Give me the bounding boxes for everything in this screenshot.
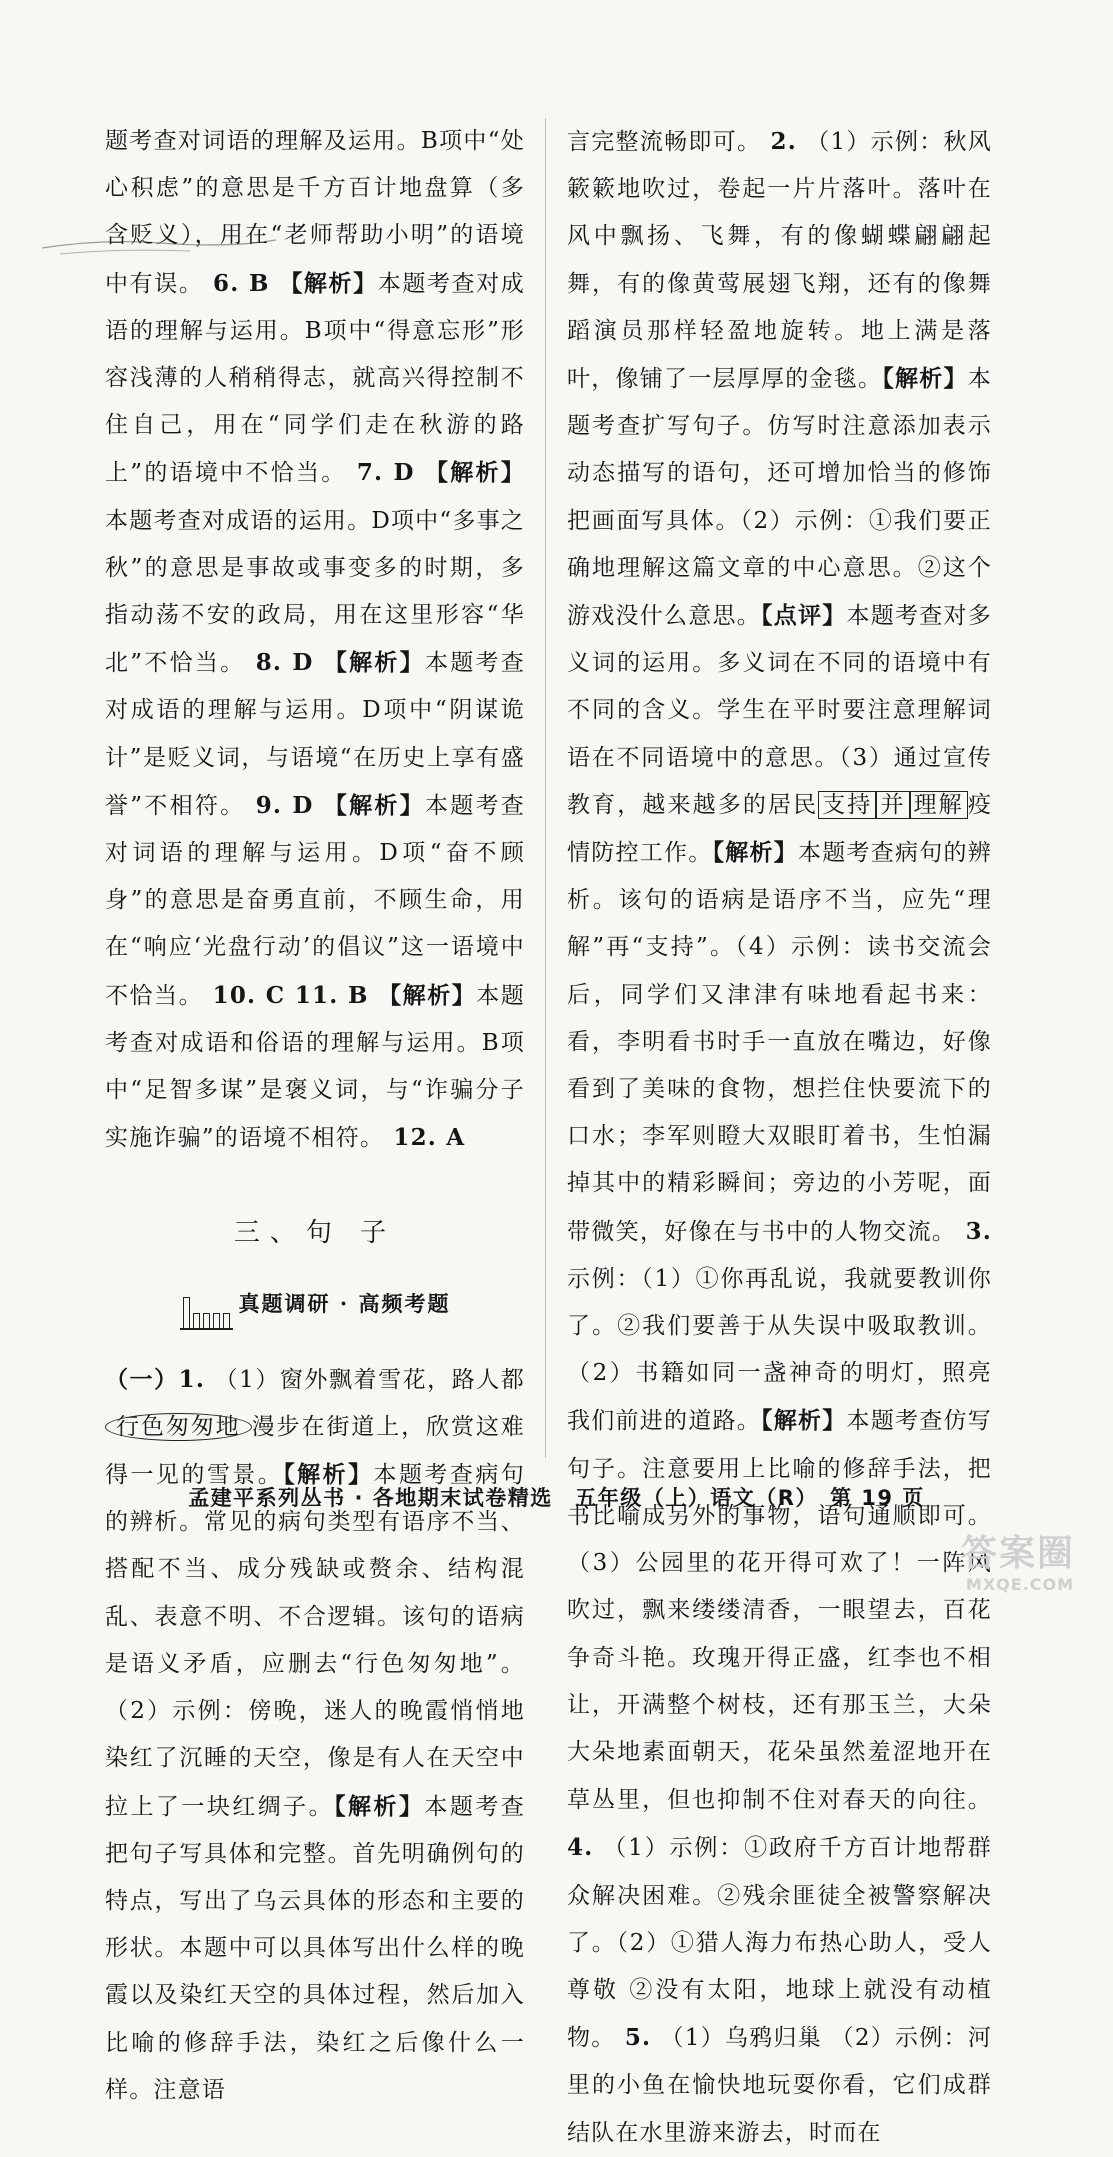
answer-text: 本题考查对成语的理解与运用。B项中“得意忘形”形容浅薄的人稍稍得志，就高兴得控制不住自己，用在“同学们走在秋游的路上”的语境中不恰当。 (105, 270, 525, 487)
answer-text: 本题考查仿写句子。注意要用上比喻的修辞手法，把书比喻成另外的事物，语句通顺即可。（3）公园里的花开得可欢了！一阵风吹过，飘来缕缕清香，一眼望去，百花争奇斗艳。玫瑰开得正盛，红李也不相让，开满整个树枝，还有那玉兰，大朵大朵地素面朝天，花朵虽然羞涩地开在草丛里，但也抑制不住对春天的向往。 (567, 1408, 992, 1814)
analysis-tag: 【解析】 (334, 1792, 425, 1820)
analysis-tag: 【解析】 (761, 1407, 847, 1435)
analysis-tag: 【解析】 (323, 649, 425, 677)
answer-text: 本题考查病句的辨析。常见的病句类型有语序不当、搭配不当、成分残缺或赘余、结构混乱、表意不明、不合逻辑。该句的语病是语义矛盾，应删去“行色匆匆地”。（2）示例：傍晚，迷人的晚霞悄悄地染红了沉睡的天空，像是有人在天空中拉上了一块红绸子。 (105, 1462, 525, 1820)
boxed-word: 支持 (818, 791, 876, 819)
answer-text: 本题考查对成语和俗语的理解与运用。B项中“足智多谋”是褒义词，与“诈骗分子实施诈骗”的语境不相符。 (105, 982, 525, 1152)
answer-text: （1）乌鸦归巢 （2）示例：河里的小鱼在愉快地玩耍你看，它们成群结队在水里游来游去，时而在 (567, 2025, 993, 2146)
answer-text: 本题考查对多义词的运用。多义词在不同的语境中有不同的含义。学生在平时要注意理解词语在不同语境中的意思。（3）通过宣传教育，越来越多的居民 (567, 603, 992, 818)
answer-block-left-1 (105, 118, 525, 1162)
answer-block-right (567, 118, 992, 2157)
question-number: 4. (567, 1834, 604, 1862)
page-footer: 孟建平系列丛书 · 各地期末试卷精选 五年级（上）语文（R） 第 19 页 (188, 1486, 925, 1510)
right-column (567, 118, 992, 2157)
answer-text: 本题考查把句子写具体和完整。首先明确例句的特点，写出了乌云具体的形态和主要的形状。本题中可以具体写出什么样的晚霞以及染红天空的具体过程，然后加入比喻的修辞手法，染红之后像什么一样。注意语 (105, 1793, 525, 2103)
question-number: 12. A (384, 1124, 466, 1152)
answer-text: 本题考查对成语的运用。D项中“多事之秋”的意思是事故或事变多的时期，多指动荡不安的政局，用在这里形容“华北”不恰当。 (105, 507, 525, 677)
question-number: 3. (956, 1217, 992, 1245)
question-number: 7. D (346, 459, 425, 487)
answer-text: 本题考查对词语的理解与运用。D项“奋不顾身”的意思是奋勇直前，不顾生命，用在“响应‘光盘行动’的倡议”这一语境中不恰当。 (105, 792, 525, 1009)
answer-text: 示例：（1）①你再乱说，我就要教训你了。②我们要善于从失误中吸取教训。（2）书籍如同一盏神奇的明灯，照亮我们前进的道路。 (567, 1265, 992, 1435)
analysis-tag: 【解析】 (279, 269, 378, 297)
answer-text: 本题考查病句的辨析。该句的语病是语序不当，应先“理解”再“支持”。（4）示例：读书交流会后，同学们又津津有味地看起书来：看，李明看书时手一直放在嘴边，好像看到了美味的食物，想拦住快要流下的口水；李军则瞪大双眼盯着书，生怕漏掉其中的精彩瞬间；旁边的小芳呢，面带微笑，好像在与书中的人物交流。 (567, 840, 992, 1245)
answer-text: 言完整流畅即可。 (567, 129, 762, 155)
question-number: 6. B (203, 269, 280, 297)
question-number: 9. D (245, 791, 324, 819)
section-title: 三、句 子 (233, 1218, 397, 1249)
answer-text: （1）示例：秋风簌簌地吹过，卷起一片片落叶。落叶在风中飘扬、飞舞，有的像蝴蝶翩翩起舞，有的像黄莺展翅飞翔，还有的像舞蹈演员那样轻盈地旋转。地上满是落叶，像铺了一层厚厚的金毯。 (567, 129, 992, 393)
boxed-word: 并 (876, 791, 909, 819)
left-column (105, 118, 525, 2114)
question-number: 2. (761, 128, 807, 155)
comment-tag: 【点评】 (761, 602, 847, 630)
analysis-tag: 【解析】 (323, 791, 425, 819)
analysis-tag: 【解析】 (378, 981, 477, 1009)
analysis-tag: 【解析】 (424, 459, 525, 487)
boxed-word: 理解 (910, 791, 968, 819)
answer-text: 题考查对词语的理解及运用。B项中“处心积虑”的意思是千方百计地盘算（多含贬义），用在“老师帮助小明”的语境中有误。 (105, 128, 525, 297)
analysis-tag: 【解析】 (712, 839, 799, 867)
question-number: 10. C (203, 981, 295, 1009)
watermark-url: MXQE.COM (965, 1575, 1075, 1594)
answer-text: 本题考查对成语的理解与运用。D项中“阴谋诡计”是贬义词，与语境“在历史上享有盛誉”不相符。 (105, 650, 525, 819)
answer-text: （1）窗外飘着雪花，路人都 (214, 1366, 526, 1393)
subheading-text: 真题调研 · 高频考题 (238, 1291, 451, 1317)
answer-text: 本题考查扩写句子。仿写时注意添加表示动态描写的语句，还可增加恰当的修饰把画面写具体。（2）示例：①我们要正确地理解这篇文章的中心意思。②这个游戏没什么意思。 (567, 366, 992, 630)
bar-chart-icon (180, 1292, 233, 1330)
analysis-tag: 【解析】 (283, 1461, 374, 1489)
question-number: 8. D (245, 649, 324, 677)
question-number: 11. B (294, 981, 379, 1009)
answer-block-left-2 (105, 1356, 525, 2114)
column-divider (545, 118, 546, 1458)
answer-text: （1）示例：①政府千方百计地帮群众解决困难。②残余匪徒全被警察解决了。（2）①猎人海力布热心助人，受人尊敬 ②没有太阳，地球上就没有动植物。 (567, 1835, 992, 2052)
watermark-logo: 答案圈 (960, 1532, 1075, 1574)
section-subheading (105, 1282, 525, 1330)
question-number: 5. (615, 2024, 661, 2052)
answer-text: 疫情防控工作。 (567, 791, 993, 867)
circled-phrase: 行色匆匆地 (105, 1413, 252, 1441)
question-number: （一）1. (105, 1365, 215, 1393)
answer-text: 漫步在街道上，欣赏这难得一见的雪景。 (105, 1413, 526, 1489)
analysis-tag: 【解析】 (882, 365, 968, 393)
